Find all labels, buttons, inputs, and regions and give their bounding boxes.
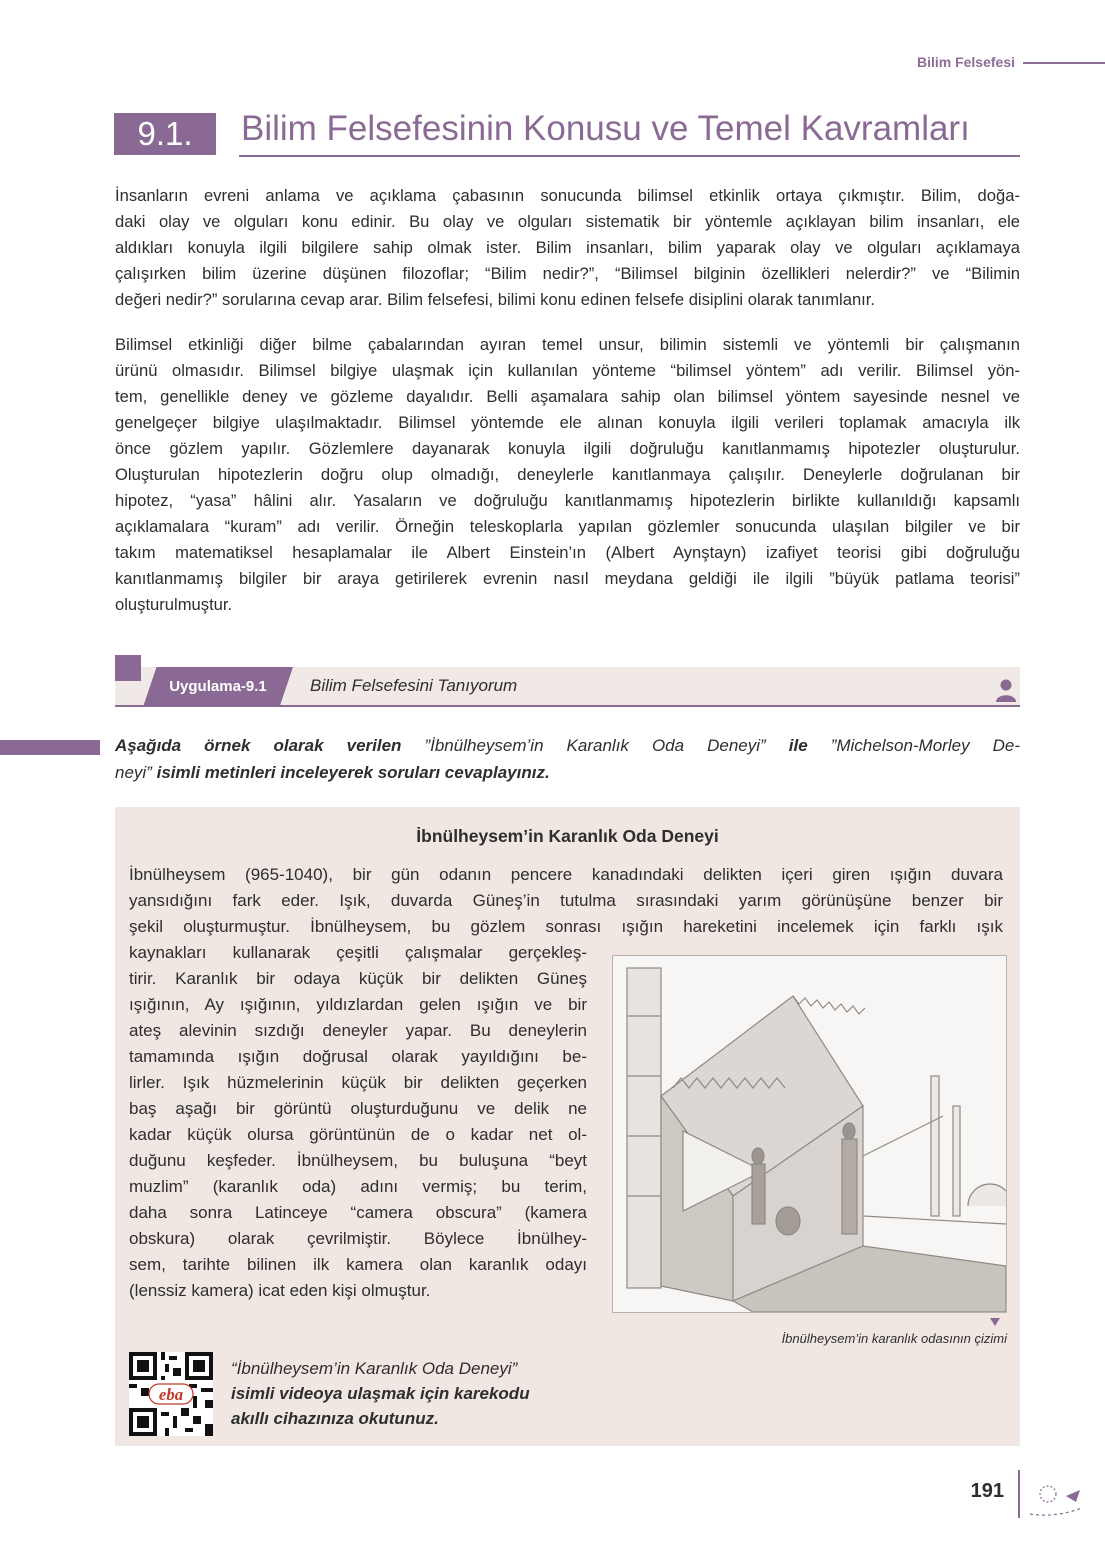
paragraph-line: ürünü olmasıdır. Bilimsel bilgiye ulaşmak için kullanılan yönteme “bilimsel yöntem” adı verilir. Bilimsel yön- [115,361,1020,380]
reading-line: duğunu keşfeder. İbnülheysem, bu buluşuna “beyt [129,1151,587,1170]
reading-line: obskura) olarak çevrilmiştir. Böylece İbnülhey- [129,1229,587,1248]
user-icon [996,678,1016,702]
paragraph-line: Bilimsel etkinliği diğer bilme çabalarından ayıran temel unsur, bilimin sistemli ve yöntemli bir çalışmanın [115,335,1020,354]
instruction-title-ref: neyi” [115,763,152,782]
page-corner-decoration-icon [1030,1478,1090,1518]
figure-caption: İbnülheysem’in karanlık odasının çizimi [781,1331,1007,1346]
reading-line: (lenssiz kamera) icat eden kişi olmuştur. [129,1281,431,1300]
qr-video-title: “İbnülheysem’in Karanlık Oda Deneyi” [231,1359,518,1378]
instruction-text: Aşağıda örnek olarak verilen [115,736,402,755]
camera-obscura-illustration [612,955,1007,1313]
running-head-rule [1023,62,1105,64]
instruction-line [115,732,1020,759]
paragraph-line: İnsanların evreni anlama ve açıklama çabasının sonucunda bilimsel etkinlik ortaya çıkmıştır. Bilim, doğa- [115,186,1020,205]
paragraph-line: Oluşturulan hipotezlerin doğru olup olmadığı, deneylerle kanıtlanmaya çalışılır. Deneylerle doğrulanan bir [115,465,1020,484]
reading-line: lirler. Işık hüzmelerinin küçük bir delikten geçerken [129,1073,587,1092]
paragraph-line: hipotez, “yasa” hâlini alır. Yasaların ve doğruluğu kanıtlanmamış hipotezlerin birlikte kullanıldığı kapsamlı [115,491,1020,510]
paragraph-line: daki olay ve olguları konu edinir. Bu olay ve olguları sistematik bir yöntemle açıklayan bilim insanları, ele [115,212,1020,231]
side-accent-bar [0,740,100,755]
paragraph-line: tem, genellikle deney ve gözleme dayalıdır. Belli aşamalara sahip olan bilimsel yöntem sayesinde nesnel ve [115,387,1020,406]
qr-text-line: isimli videoya ulaşmak için karekodu [231,1384,530,1403]
qr-instruction [231,1356,530,1431]
paragraph-line: oluşturulmuştur. [115,595,233,614]
reading-line: baş aşağı bir görüntü oluşturduğunu ve delik ne [129,1099,587,1118]
activity-title: Bilim Felsefesini Tanıyorum [310,676,518,695]
paragraph-1 [115,183,1020,313]
illustration-drawing [613,956,1006,1312]
instruction-text: isimli metinleri inceleyerek soruları cevaplayınız. [156,763,550,782]
running-head: Bilim Felsefesi [916,54,1015,70]
reading-line: yansıdığını fark eder. Işık, duvarda Güneş’in tutulma sırasındaki yarım görünüşüne benzer bir [129,891,1003,910]
paragraph-line: açıklamalara “kuram” adı verilir. Örneğin teleskoplarla yapılan gözlemler sonucunda ulaşılan bilgiler ve bir [115,517,1020,536]
reading-line: kadar küçük olursa görüntünün de o kadar net ol- [129,1125,587,1144]
activity-instruction [115,732,1020,786]
reading-title: İbnülheysem’in Karanlık Oda Deneyi [416,826,719,846]
paragraph-line: önce gözlem yapılır. Gözlemlere dayanarak konuyla ilgili doğruluğu kanıtlanmamış hipotezler oluşturulur. [115,439,1020,458]
reading-line: daha sonra Latinceye “camera obscura” (kamera [129,1203,587,1222]
page-number: 191 [970,1480,1004,1502]
reading-text-narrow [129,940,587,1304]
activity-label: Uygulama-9.1 [169,678,267,695]
reading-line: muzlim” (karanlık oda) adını vermiş; bu terim, [129,1177,587,1196]
instruction-text: ile [788,736,808,755]
reading-line: tirir. Karanlık bir odaya küçük bir delikten Güneş [129,969,587,988]
paragraph-2 [115,332,1020,618]
activity-flag [115,655,141,681]
paragraph-line: aldıkları konuyla ilgili bilgilere sahip olmak ister. Bilim insanları, bilim yaparak olay ve olguları açıklamaya [115,238,1020,257]
section-title-rule [239,155,1020,157]
reading-line: tamamında ışığın doğrusal olarak yayıldığını be- [129,1047,587,1066]
reading-line: İbnülheysem (965-1040), bir gün odanın pencere kanadındaki delikten içeri giren ışığın duvara [129,865,1003,884]
reading-text-full [129,862,1003,940]
paragraph-line: çalışırken bilim üzerine düşünen filozoflar; “Bilim nedir?”, “Bilimsel bilginin özellikleri nelerdir?” ve “Bilimin [115,264,1020,283]
paragraph-line: genelgeçer bilgiye ulaşılmaktadır. Bilimsel yöntemde ele alınan konuyla ilgili verileri toplamak amacıyla ilk [115,413,1020,432]
section-title: Bilim Felsefesinin Konusu ve Temel Kavramları [241,109,970,148]
instruction-line [115,759,1020,786]
instruction-title-ref: ”Michelson-Morley De- [830,736,1020,755]
qr-code[interactable] [129,1352,213,1436]
reading-line: sem, tarihte bilinen ilk kamera olan karanlık odayı [129,1255,587,1274]
section-number: 9.1. [137,115,193,152]
qr-text-line: akıllı cihazınıza okutunuz. [231,1409,439,1428]
reading-line: kaynakları kullanarak çeşitli çalışmalar gerçekleş- [129,943,587,962]
caption-arrow-icon [990,1318,1000,1326]
reading-line: şekil oluşturmuştur. İbnülheysem, bu gözlem sonrası ışığın hareketini incelemek için farklı ışık [129,917,1003,936]
paragraph-line: kanıtlanmamış bilgiler bir araya getirilerek evrenin nasıl meydana geldiği ile ilgili ”büyük patlama teorisi” [115,569,1020,588]
eba-logo: eba [158,1385,184,1404]
instruction-title-ref: ”İbnülheysem’in Karanlık Oda Deneyi” [424,736,766,755]
page-number-rule [1018,1470,1020,1518]
reading-line: ateş alevinin sızdığı deneyler yapar. Bu deneylerin [129,1021,587,1040]
paragraph-line: değeri nedir?” sorularına cevap arar. Bilim felsefesi, bilimi konu edinen felsefe disiplini olarak tanımlanır. [115,290,876,309]
paragraph-line: takım matematiksel hesaplamalar ile Albert Einstein’ın (Albert Aynştayn) izafiyet teorisi gibi doğruluğu [115,543,1020,562]
reading-line: ışığının, Ay ışığının, yıldızlardan gelen ışığın ve bir [129,995,587,1014]
